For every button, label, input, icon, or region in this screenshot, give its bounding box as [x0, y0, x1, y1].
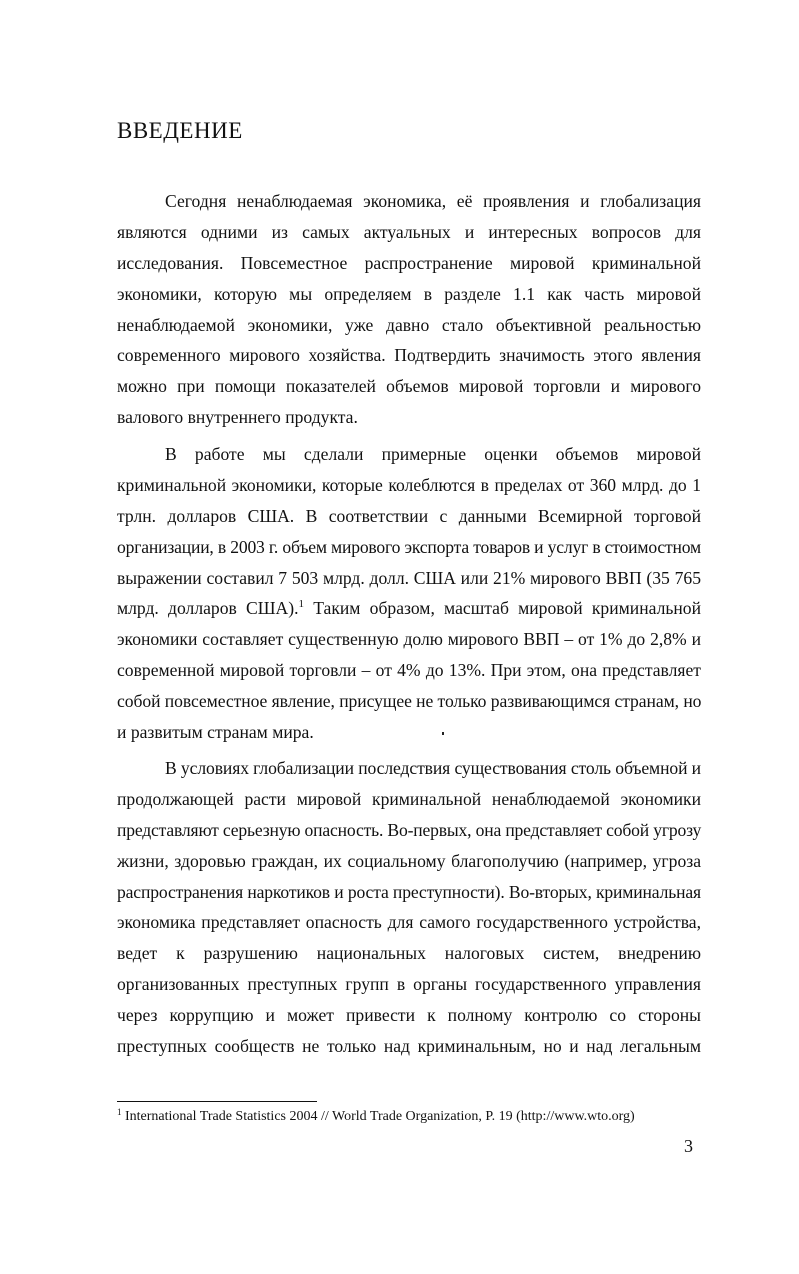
text-line: организации, в 2003 г. объем мирового экспорта товаров и услуг в стоимостном	[117, 536, 701, 557]
text-line: экономики, которую мы определяем в разделе 1.1 как часть мировой	[117, 283, 701, 304]
text-line: и развитым странам мира.	[117, 722, 314, 743]
text-line: представляют серьезную опасность. Во-первых, она представляет собой угрозу	[117, 819, 702, 840]
text-line: можно при помощи показателей объемов мировой торговли и мирового	[117, 376, 701, 397]
text-line: выражении составил 7 503 млрд. долл. США или 21% мирового ВВП (35 765	[117, 567, 701, 588]
text-line: В условиях глобализации последствия существования столь объемной и	[165, 758, 701, 778]
footnote	[117, 1108, 701, 1126]
text-line: современного мирового хозяйства. Подтвердить значимость этого явления	[117, 345, 701, 366]
text-line: ведет к разрушению национальных налоговых систем, внедрению	[117, 943, 701, 964]
footnote-reference[interactable]: 1	[298, 598, 304, 611]
text-line: ненаблюдаемой экономики, уже давно стало объективной реальностью	[117, 314, 701, 335]
text-line: экономика представляет опасность для самого государственного устройства,	[117, 912, 701, 933]
text-line: преступных сообществ не только над криминальным, но и над легальным	[117, 1036, 701, 1057]
footnote-separator	[117, 1101, 317, 1102]
text-line: валового внутреннего продукта.	[117, 407, 358, 428]
text-line: собой повсеместное явление, присущее не только развивающимся странам, но	[117, 691, 702, 712]
text-line: продолжающей расти мировой криминальной ненаблюдаемой экономики	[117, 788, 701, 809]
text-fragment: млрд. долларов США).	[117, 598, 299, 619]
page-number: 3	[684, 1136, 693, 1156]
paragraph-2	[117, 439, 701, 748]
footnote-number: 1	[117, 1107, 122, 1117]
text-fragment: Таким образом, масштаб мировой криминальной	[304, 598, 702, 619]
text-line: распространения наркотиков и роста преступности). Во-вторых, криминальная	[117, 881, 701, 902]
text-line: являются одними из самых актуальных и интересных вопросов для	[117, 221, 701, 242]
footnote-text: International Trade Statistics 2004 // World Trade Organization, P. 19 (http://www.wto.org)	[121, 1109, 635, 1124]
chapter-heading: ВВЕДЕНИЕ	[117, 118, 243, 143]
text-line: Сегодня ненаблюдаемая экономика, её проявления и глобализация	[165, 191, 701, 211]
text-line: исследования. Повсеместное распространение мировой криминальной	[117, 252, 701, 273]
text-line: современной мировой торговли – от 4% до 13%. При этом, она представляет	[117, 660, 701, 681]
scan-speck	[442, 732, 444, 735]
text-line: жизни, здоровью граждан, их социальному благополучию (например, угроза	[117, 850, 701, 871]
paragraph-1	[117, 186, 701, 433]
text-line: криминальной экономики, которые колеблются в пределах от 360 млрд. до 1	[117, 474, 701, 495]
text-line: трлн. долларов США. В соответствии с данными Всемирной торговой	[117, 505, 701, 526]
paragraph-3	[117, 753, 701, 1062]
text-line: организованных преступных групп в органы государственного управления	[117, 974, 701, 995]
text-line-with-footnote	[117, 593, 701, 624]
text-line: через коррупцию и может привести к полному контролю со стороны	[117, 1005, 701, 1026]
text-line: В работе мы сделали примерные оценки объемов мировой	[165, 444, 701, 464]
text-line: экономики составляет существенную долю мирового ВВП – от 1% до 2,8% и	[117, 629, 701, 650]
